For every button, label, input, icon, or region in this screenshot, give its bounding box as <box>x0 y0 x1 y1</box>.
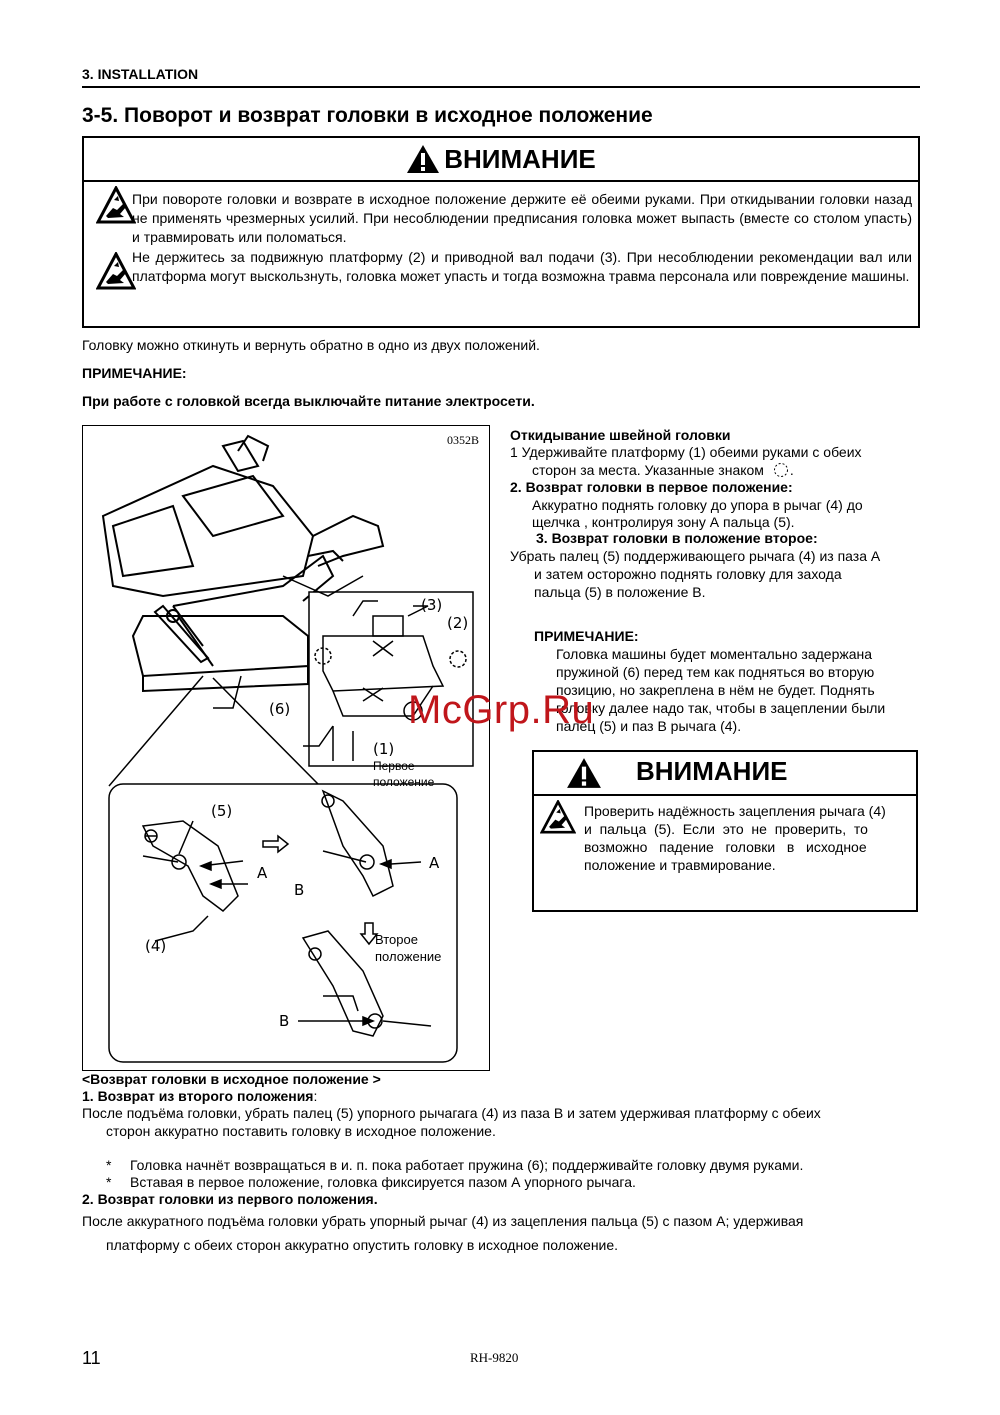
model-code: RH-9820 <box>470 1350 519 1365</box>
tilt-step1-line1: 1 Удерживайте платформу (1) обеими руками с обеих <box>510 444 862 460</box>
tilt-step3-line3: пальца (5) в положение В. <box>534 584 706 600</box>
caution-item-2: Не держитесь за подвижную платформу (2) и приводной вал подачи (3). При несоблюдении рекомендации вал или платформа могут выскользнуть, головка может упасть и тогда возможна травма персонала или повреждение машины. <box>132 249 912 284</box>
callout-2: (2) <box>447 614 469 632</box>
caution-small-line3: возможно падение головки в исходное <box>584 839 867 855</box>
bullet-mark-2: * <box>106 1174 112 1190</box>
callout-1: (1) <box>373 740 395 758</box>
warning-triangle-icon <box>566 757 602 789</box>
first-position-line-1: Первое <box>373 759 415 773</box>
callout-6: (6) <box>269 700 291 718</box>
label-a-first: A <box>257 864 268 882</box>
return-step2-line1: После аккуратного подъёма головки убрать упорный рычаг (4) из зацепления пальца (5) с пазом А; удерживая <box>82 1213 804 1229</box>
intro-text: Головку можно откинуть и вернуть обратно в одно из двух положений. <box>82 337 540 353</box>
figure-frame <box>82 425 490 1071</box>
figure-code: 0352B <box>447 433 480 447</box>
caution-title: ВНИМАНИЕ <box>444 143 596 174</box>
tilt-step2-line1: Аккуратно поднять головку до упора в рычаг (4) до <box>532 497 863 513</box>
caution-item-1: При повороте головки и возврате в исходное положение держите её обеими руками. При откидывании головки назад не применять чрезмерных усилий. При несоблюдении предписания головка может выпасть (вместе со столом упасть) и травмировать или поломаться. <box>132 191 912 245</box>
callout-3: (3) <box>421 596 443 614</box>
caution-box <box>82 136 920 328</box>
label-b-first: B <box>294 881 305 899</box>
note2-line1: Головка машины будет моментально задержана <box>556 646 873 662</box>
note2-label: ПРИМЕЧАНИЕ: <box>534 628 639 644</box>
note2-line3: позицию, но закреплена в нём не будет. Поднять <box>556 682 875 698</box>
note-text: При работе с головкой всегда выключайте питание электросети. <box>82 393 535 409</box>
header-rule <box>82 86 920 88</box>
note2-line5: палец (5) и паз В рычага (4). <box>556 718 742 734</box>
second-position-line-1: Второе <box>375 932 418 947</box>
caution-small-line4: положение и травмирование. <box>584 857 776 873</box>
callout-4: (4) <box>145 937 167 955</box>
warning-triangle-icon <box>406 144 440 174</box>
bullet-1: Головка начнёт возвращаться в и. п. пока работает пружина (6); поддерживайте головку двумя руками. <box>130 1157 804 1173</box>
hand-injury-icon <box>540 800 576 834</box>
dashed-circle-icon <box>772 462 790 478</box>
machine-illustration <box>83 426 489 1070</box>
caution-small-line2: и пальца (5). Если это не проверить, то <box>584 821 868 837</box>
bullet-mark-1: * <box>106 1157 112 1173</box>
return-step1-line2: сторон аккуратно поставить головку в исходное положение. <box>106 1123 496 1139</box>
page-number: 11 <box>82 1348 101 1368</box>
section-label: 3. INSTALLATION <box>82 66 199 82</box>
tilt-step3-line2: и затем осторожно поднять головку для захода <box>534 566 842 582</box>
tilt-step3-line1: Убрать палец (5) поддерживающего рычага (4) из паза А <box>510 548 881 564</box>
tilt-step2-title: 2. Возврат головки в первое положение: <box>510 479 793 495</box>
caution-small-header <box>534 752 916 796</box>
watermark: McGrp.Ru <box>408 688 595 732</box>
tilt-step2-line2: щелчка , контролируя зону А пальца (5). <box>532 514 795 530</box>
hand-injury-icon <box>96 252 136 290</box>
caution-small-title: ВНИМАНИЕ <box>636 756 788 786</box>
return-step1-title: 1. Возврат из второго положения <box>82 1088 314 1104</box>
hand-injury-icon <box>96 186 136 224</box>
tilt-title: Откидывание швейной головки <box>510 427 731 443</box>
label-a-second: A <box>429 854 440 872</box>
return-step1-line1: После подъёма головки, убрать палец (5) упорного рычагага (4) из паза В и затем удерживая платформу с обеих <box>82 1105 821 1121</box>
return-title: <Возврат головки в исходное положение > <box>82 1071 381 1087</box>
label-b-third: B <box>279 1012 290 1030</box>
page-title: 3-5. Поворот и возврат головки в исходное положение <box>82 104 653 127</box>
first-position-line-2: положение <box>373 775 435 789</box>
tilt-step3-title: 3. Возврат головки в положение второе: <box>536 530 818 546</box>
note2-line2: пружиной (6) перед тем как подняться во вторую <box>556 664 875 680</box>
callout-5: (5) <box>211 802 233 820</box>
return-step1-colon: : <box>313 1088 318 1104</box>
second-position-line-2: положение <box>375 949 442 964</box>
return-step2-line2: платформу с обеих сторон аккуратно опустить головку в исходное положение. <box>106 1237 619 1253</box>
caution-header <box>84 138 918 182</box>
note2-line4: головку далее надо так, чтобы в зацеплении были <box>556 700 886 716</box>
caution-small-line1: Проверить надёжность зацепления рычага (4) <box>584 803 886 819</box>
tilt-step1-period: . <box>789 462 794 478</box>
return-step2-title: 2. Возврат головки из первого положения. <box>82 1191 378 1207</box>
note-label: ПРИМЕЧАНИЕ: <box>82 365 187 381</box>
tilt-step1-text: сторон за места. Указанные знаком <box>532 462 764 478</box>
caution-box-small <box>532 750 918 912</box>
bullet-2: Вставая в первое положение, головка фиксируется пазом А упорного рычага. <box>130 1174 636 1190</box>
